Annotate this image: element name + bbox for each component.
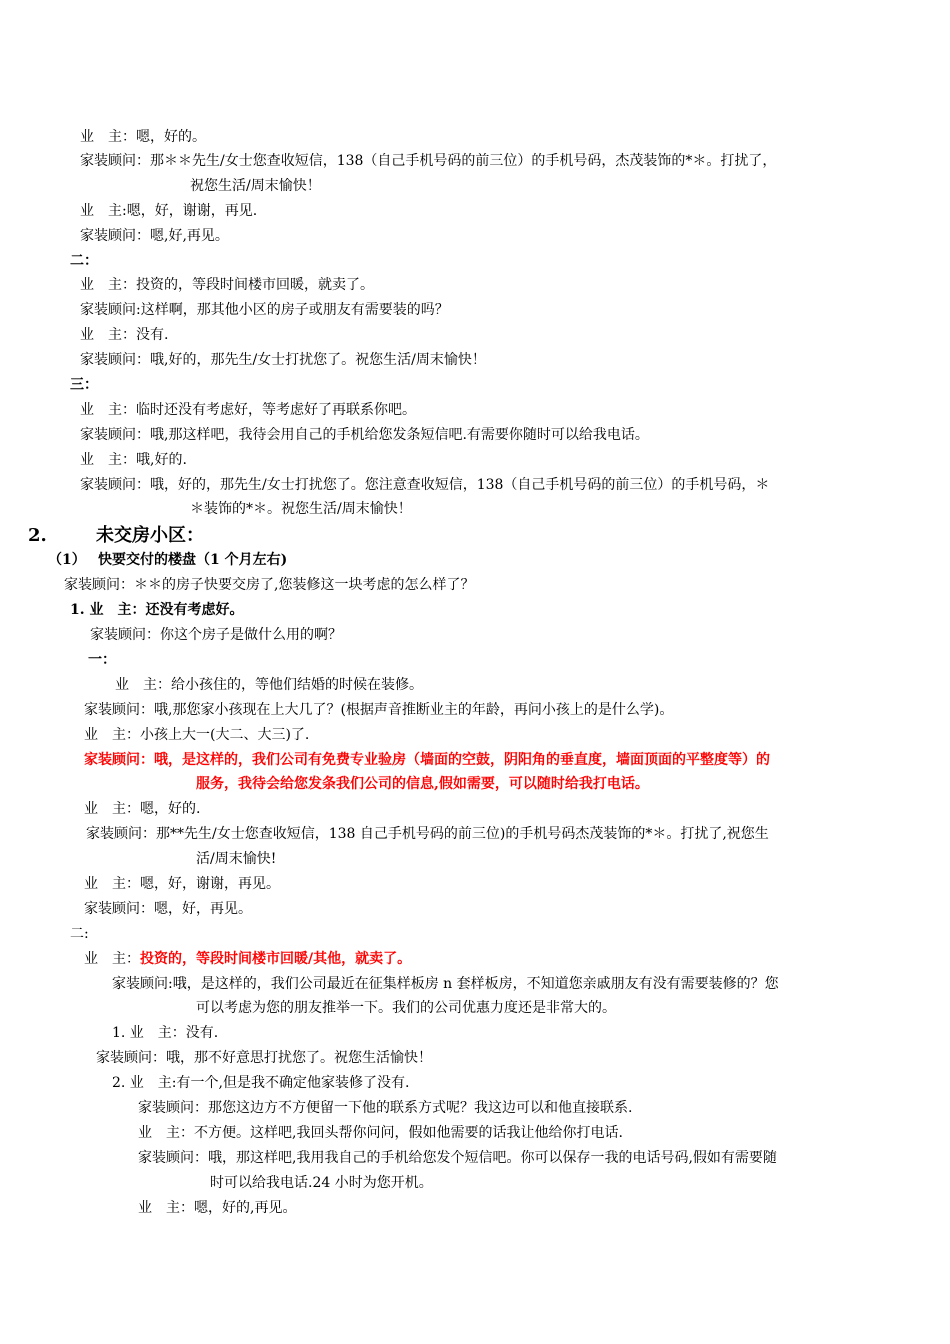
section-heading	[28, 525, 204, 547]
section-label: 一：	[88, 652, 116, 668]
text-line: 业 主：不方便。这样吧,我回头帮你问问，假如他需要的话我让他给你打电话.	[138, 1125, 623, 1141]
text-line: 业 主：给小孩住的，等他们结婚的时候在装修。	[115, 677, 423, 693]
text-line: 业 主：嗯，好，谢谢，再见。	[84, 876, 280, 892]
section-label: 二:	[70, 926, 89, 942]
text-line: 时可以给我电话.24 小时为您开机。	[210, 1175, 433, 1191]
highlighted-text: 投资的，等段时间楼市回暖/其他，就卖了。	[140, 951, 412, 967]
text-line: 业 主：嗯，好的。	[80, 129, 206, 145]
text-line: 家装顾问：＊＊的房子快要交房了,您装修这一块考虑的怎么样了？	[64, 577, 475, 593]
text-line: 业 主：没有.	[80, 327, 169, 343]
subsection-number: （1）	[48, 552, 86, 568]
text-line: 家装顾问：那**先生/女士您查收短信，138 自己手机号码的前三位)的手机号码杰茂装饰的*＊。打扰了,祝您生	[86, 826, 769, 842]
text-line: 可以考虑为您的朋友推举一下。我们的公司优惠力度还是非常大的。	[196, 1000, 616, 1016]
text-line: ＊装饰的*＊。祝您生活/周末愉快！	[190, 501, 412, 517]
highlighted-line: 家装顾问：哦，是这样的，我们公司有免费专业验房（墙面的空鼓，阴阳角的垂直度，墙面顶面的平整度等）的	[84, 752, 770, 768]
text-line: 祝您生活/周末愉快！	[190, 178, 321, 194]
text-line: 家装顾问：嗯,好,再见。	[80, 228, 229, 244]
section-label: 二：	[70, 253, 98, 269]
text-line: 业 主：哦,好的.	[80, 452, 187, 468]
text-line: 家装顾问：嗯，好，再见。	[84, 901, 252, 917]
text-line	[84, 950, 411, 968]
text-line: 活/周末愉快!	[196, 851, 277, 867]
text-line: 家装顾问：哦，那不好意思打扰您了。祝您生活愉快！	[96, 1050, 432, 1066]
section-label: 三：	[70, 377, 98, 393]
text-line: 家装顾问：你这个房子是做什么用的啊？	[90, 627, 342, 643]
text-line: 家装顾问:这样啊，那其他小区的房子或朋友有需要装的吗？	[80, 302, 449, 318]
highlighted-line: 服务，我待会给您发条我们公司的信息,假如需要，可以随时给我打电话。	[196, 776, 649, 792]
text-line: 家装顾问：哦,那您家小孩现在上大几了？(根据声音推断业主的年龄，再问小孩上的是什么学)。	[84, 702, 674, 718]
text-line: 1. 业 主：没有.	[112, 1025, 219, 1041]
case-heading: 1. 业 主：还没有考虑好。	[70, 602, 244, 618]
text-line: 业 主:嗯，好，谢谢，再见.	[80, 203, 258, 219]
text-line: 业 主：小孩上大一(大二、大三)了.	[84, 727, 310, 743]
heading-number: 2.	[28, 525, 47, 546]
heading-title: 未交房小区：	[96, 525, 204, 546]
text-line: 家装顾问：哦,那这样吧，我待会用自己的手机给您发条短信吧.有需要你随时可以给我电话。	[80, 427, 649, 443]
text-line: 业 主：投资的，等段时间楼市回暖，就卖了。	[80, 277, 374, 293]
text-line: 业 主：嗯，好的,再见。	[138, 1200, 297, 1216]
speaker-label: 业 主：	[84, 951, 140, 967]
text-line: 家装顾问:哦，是这样的，我们公司最近在征集样板房 n 套样板房，不知道您亲戚朋友有没有需要装修的？您	[112, 976, 779, 992]
subsection-title: 快要交付的楼盘（1 个月左右)	[98, 552, 288, 568]
text-line: 家装顾问：哦，好的，那先生/女士打扰您了。您注意查收短信，138（自己手机号码的前三位）的手机号码，＊	[80, 477, 770, 493]
text-line: 家装顾问：哦，那这样吧,我用我自己的手机给您发个短信吧。你可以保存一我的电话号码,假如有需要随	[138, 1150, 777, 1166]
text-line: 家装顾问：那＊＊先生/女士您查收短信，138（自己手机号码的前三位）的手机号码，杰茂装饰的*＊。打扰了，	[80, 153, 777, 169]
text-line: 家装顾问：那您这边方不方便留一下他的联系方式呢？我这边可以和他直接联系.	[138, 1100, 633, 1116]
text-line: 业 主：临时还没有考虑好，等考虑好了再联系你吧。	[80, 402, 416, 418]
text-line: 家装顾问：哦,好的，那先生/女士打扰您了。祝您生活/周末愉快！	[80, 352, 486, 368]
text-line: 业 主：嗯，好的.	[84, 801, 201, 817]
subsection-heading	[48, 551, 287, 569]
text-line: 2. 业 主:有一个,但是我不确定他家装修了没有.	[112, 1075, 410, 1091]
